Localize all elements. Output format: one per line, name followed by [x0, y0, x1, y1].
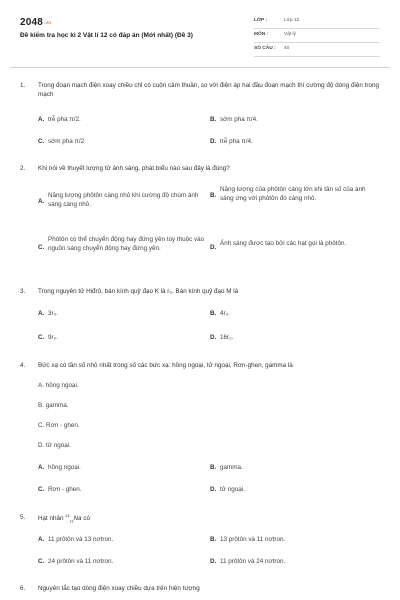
- option-5-b[interactable]: [210, 536, 285, 545]
- nuclide-notation: [65, 515, 81, 522]
- option-1-a[interactable]: [38, 116, 81, 125]
- question-text-prefix: Hạt nhân: [38, 515, 64, 523]
- question-number: 1.: [20, 82, 26, 89]
- option-5-d[interactable]: [210, 558, 285, 567]
- option-1-b[interactable]: [210, 116, 258, 125]
- option-1-d[interactable]: [210, 138, 253, 147]
- option-text: 24 prôtôn và 11 nơtron.: [48, 558, 114, 565]
- logo-main: 2048: [20, 17, 44, 28]
- option-text: 4r₀.: [220, 310, 230, 317]
- option-4-d[interactable]: [210, 486, 245, 495]
- option-2-a[interactable]: [38, 192, 206, 209]
- question-3: [20, 288, 380, 297]
- document-title: Đề kiểm tra học kì 2 Vật lí 12 có đáp án (Mới nhất) (Đề 3): [20, 32, 193, 39]
- option-text: 16r₀.: [220, 334, 234, 341]
- option-2-c[interactable]: [38, 236, 206, 253]
- option-text: Phôtôn có thể chuyển động hay đứng yên tùy thuộc vào nguồn sáng chuyển động hay đứng yên.: [48, 236, 205, 252]
- option-2-d[interactable]: [210, 240, 370, 253]
- option-text: Năng lượng của phôtôn càng lớn khi tần số của ánh sáng ứng với phôtôn đó càng nhỏ.: [220, 186, 366, 202]
- question-6: [20, 585, 380, 594]
- meta-key: SỐ CÂU :: [254, 46, 276, 52]
- option-5-a[interactable]: [38, 536, 113, 545]
- logo-sub: .vn: [44, 20, 52, 25]
- option-letter: D.: [210, 486, 217, 493]
- question-number: 6.: [20, 585, 26, 592]
- option-letter: C.: [38, 486, 45, 493]
- question-number: 4.: [20, 362, 26, 369]
- option-4-a[interactable]: [38, 464, 81, 473]
- meta-row-subject: [254, 29, 380, 43]
- question-text: Bức xạ có tần số nhỏ nhất trong số các bức xạ: hồng ngoại, tử ngoại, Rơn-ghen, gamma là: [38, 362, 293, 369]
- option-3-c[interactable]: [38, 334, 58, 343]
- option-text: tử ngoại.: [220, 486, 245, 493]
- option-text: Ánh sáng được tạo bởi các hạt gọi là phôtôn.: [220, 240, 347, 247]
- meta-key: MÔN :: [254, 32, 269, 38]
- question-text: Nguyên tắc tạo dòng điện xoay chiều dựa trên hiện tượng: [38, 585, 200, 592]
- option-letter: C.: [38, 138, 45, 145]
- option-letter: D.: [210, 138, 217, 145]
- option-letter: A.: [38, 536, 45, 543]
- question-1: [20, 82, 380, 99]
- question-text: Trong nguyên tử Hiđrô, bán kính quỹ đạo K là r₀. Bán kính quỹ đạo M là: [38, 288, 239, 295]
- option-letter: A.: [38, 464, 45, 471]
- option-4-b[interactable]: [210, 464, 243, 473]
- option-letter: C.: [38, 244, 45, 251]
- option-letter: C.: [38, 558, 45, 565]
- option-letter: B.: [210, 192, 217, 199]
- question-number: 2.: [20, 165, 26, 172]
- option-text: sớm pha π/4.: [220, 116, 258, 123]
- option-text: 9r₀.: [48, 334, 58, 341]
- question-text: Khi nói về thuyết lượng tử ánh sáng, phát biểu nào sau đây là đúng?: [38, 165, 230, 172]
- question-text: Trong đoạn mạch điện xoay chiều chỉ có cuộn cảm thuần, so với điện áp hai đầu đoạn mạch thì cường độ dòng điện trong mạch: [38, 82, 379, 98]
- header-divider: [10, 67, 390, 68]
- meta-value: Lớp 12: [284, 18, 300, 24]
- meta-row-class: [254, 15, 380, 29]
- option-letter: B.: [210, 464, 217, 471]
- option-1-c[interactable]: [38, 138, 86, 147]
- option-3-a[interactable]: [38, 310, 58, 319]
- option-letter: A.: [38, 116, 45, 123]
- meta-value: 40: [284, 46, 290, 52]
- option-letter: B.: [210, 116, 217, 123]
- option-letter: A.: [38, 310, 45, 317]
- option-letter: A.: [38, 198, 45, 205]
- meta-row-count: [254, 43, 380, 57]
- option-text: 3r₀.: [48, 310, 58, 317]
- option-text: 11 prôtôn và 24 nơtron.: [220, 558, 286, 565]
- inline-choice: D. tử ngoại.: [38, 442, 71, 449]
- mass-number: 24: [65, 514, 70, 518]
- option-text: Rơn - ghen.: [48, 486, 82, 493]
- site-logo[interactable]: [20, 16, 51, 30]
- meta-value: Vật lý: [284, 32, 296, 38]
- option-letter: C.: [38, 334, 45, 341]
- option-text: trễ pha π/4.: [220, 138, 253, 145]
- option-letter: D.: [210, 244, 217, 251]
- option-4-c[interactable]: [38, 486, 82, 495]
- option-letter: B.: [210, 310, 217, 317]
- question-number: 3.: [20, 288, 26, 295]
- inline-choice: C. Rơn - ghen.: [38, 422, 80, 429]
- option-letter: D.: [210, 558, 217, 565]
- option-text: sớm pha π/2.: [48, 138, 86, 145]
- meta-key: LỚP :: [254, 18, 268, 24]
- option-text: hồng ngoại.: [48, 464, 81, 471]
- question-text: [38, 514, 380, 524]
- nuclide-symbol: Na: [73, 515, 82, 523]
- question-text-suffix: có: [83, 515, 90, 523]
- option-letter: D.: [210, 334, 217, 341]
- atomic-number: 11: [69, 519, 74, 524]
- option-text: 13 prôtôn và 11 nơtron.: [220, 536, 286, 543]
- option-text: trễ pha π/2.: [48, 116, 81, 123]
- option-2-b[interactable]: [210, 186, 378, 203]
- question-2: [20, 165, 380, 174]
- option-letter: B.: [210, 536, 217, 543]
- option-3-d[interactable]: [210, 334, 233, 343]
- meta-table: [254, 15, 380, 57]
- option-5-c[interactable]: [38, 558, 113, 567]
- question-5: [20, 514, 380, 524]
- option-3-b[interactable]: [210, 310, 230, 319]
- inline-choice: A. hồng ngoại.: [38, 382, 79, 389]
- question-4: [20, 362, 380, 371]
- option-text: 11 prôtôn và 13 nơtron.: [48, 536, 114, 543]
- option-text: gamma.: [220, 464, 243, 471]
- question-number: 5.: [20, 514, 26, 521]
- inline-choice: B. gamma.: [38, 402, 69, 409]
- option-text: Năng lượng phôtôn càng nhỏ khi cường độ chùm ánh sáng càng nhỏ.: [48, 192, 199, 208]
